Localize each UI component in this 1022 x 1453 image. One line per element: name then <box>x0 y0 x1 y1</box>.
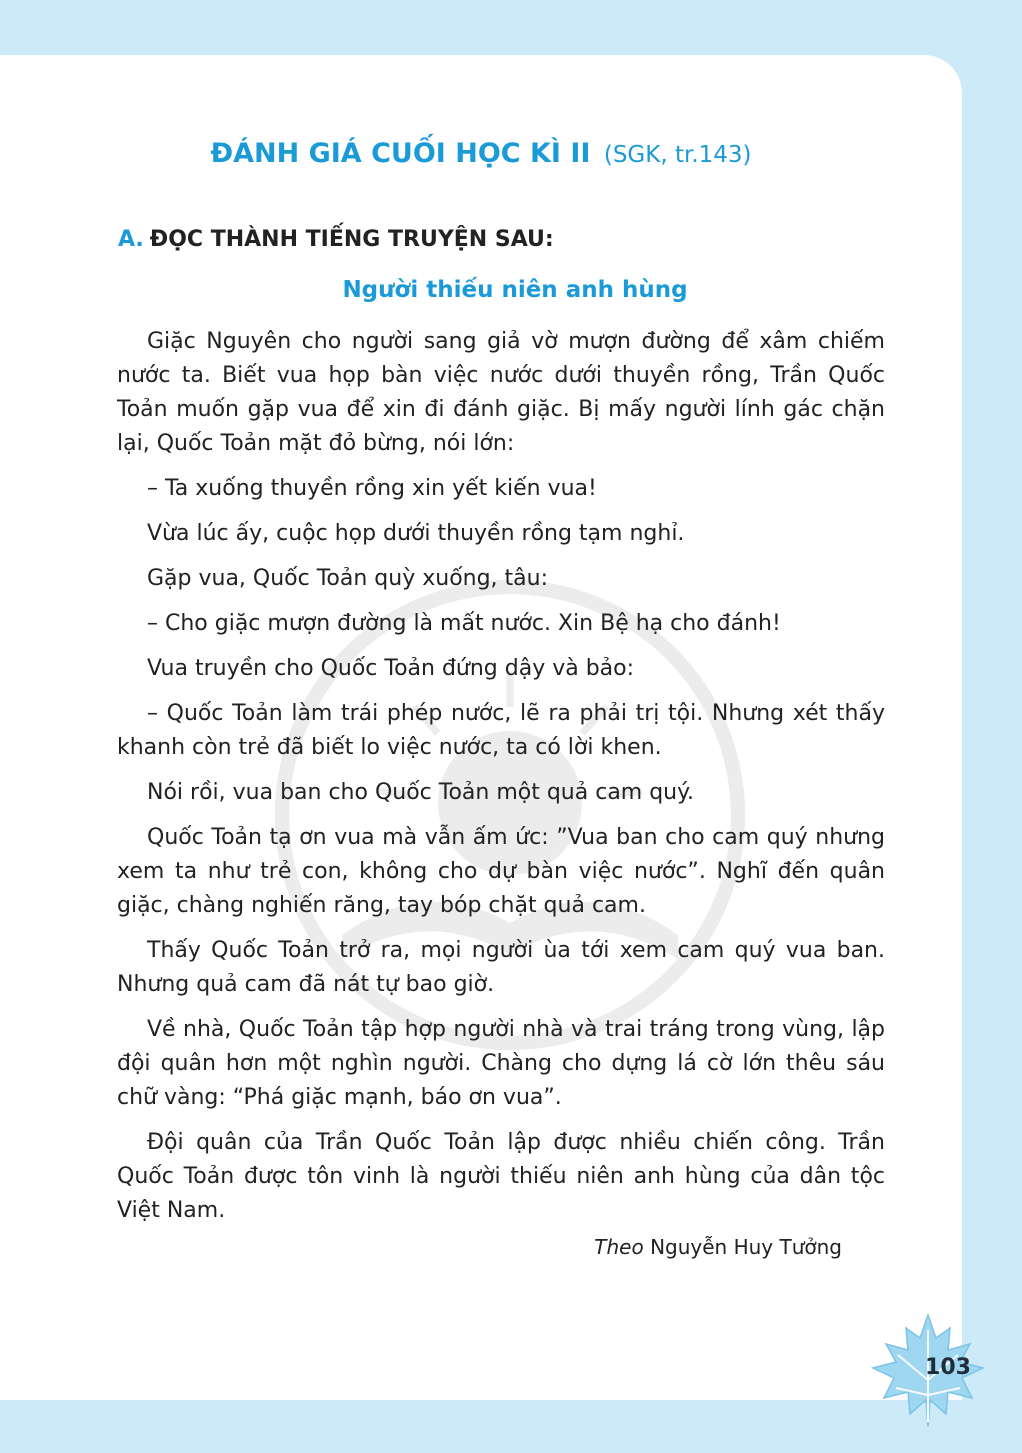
section-letter: A. <box>118 227 144 252</box>
story-paragraph: Nói rồi, vua ban cho Quốc Toản một quả cam quý. <box>147 780 695 805</box>
story-paragraph: Vừa lúc ấy, cuộc họp dưới thuyền rồng tạm nghỉ. <box>147 521 685 546</box>
page <box>0 55 962 1400</box>
story-paragraph: Thấy Quốc Toản trở ra, mọi người ùa tới xem cam quý vua ban. Nhưng quả cam đã nát tự bao giờ. <box>117 938 885 997</box>
story-title: Người thiếu niên anh hùng <box>342 277 688 303</box>
story-paragraph: – Quốc Toản làm trái phép nước, lẽ ra phải trị tội. Nhưng xét thấy khanh còn trẻ đã biết lo việc nước, ta có lời khen. <box>117 701 885 760</box>
page-title <box>0 138 962 169</box>
story-paragraph: Giặc Nguyên cho người sang giả vờ mượn đường để xâm chiếm nước ta. Biết vua họp bàn việc nước dưới thuyền rồng, Trần Quốc Toản muốn gặp vua để xin đi đánh giặc. Bị mấy người lính gác chặn lại, Quốc Toản mặt đỏ bừng, nói lớn: <box>117 329 885 456</box>
section-heading-text: ĐỌC THÀNH TIẾNG TRUYỆN SAU: <box>149 227 554 252</box>
story-paragraph: Gặp vua, Quốc Toản quỳ xuống, tâu: <box>147 566 549 591</box>
story-paragraph: – Ta xuống thuyền rồng xin yết kiến vua! <box>147 476 597 501</box>
story-paragraph: Về nhà, Quốc Toản tập hợp người nhà và trai tráng trong vùng, lập đội quân hơn một nghìn người. Chàng cho dựng lá cờ lớn thêu sáu chữ vàng: “Phá giặc mạnh, báo ơn vua”. <box>117 1017 885 1110</box>
story-paragraph: – Cho giặc mượn đường là mất nước. Xin Bệ hạ cho đánh! <box>147 611 781 636</box>
story-paragraph: Quốc Toản tạ ơn vua mà vẫn ấm ức: ”Vua ban cho cam quý nhưng xem ta như trẻ con, không cho dự bàn việc nước”. Nghĩ đến quân giặc, chàng nghiến răng, tay bóp chặt quả cam. <box>117 825 885 918</box>
title-main: ĐÁNH GIÁ CUỐI HỌC KÌ II <box>210 138 591 169</box>
page-number: 103 <box>925 1355 971 1380</box>
title-reference: (SGK, tr.143) <box>603 142 752 168</box>
story-source <box>594 1235 842 1259</box>
story-paragraph: Đội quân của Trần Quốc Toản lập được nhiều chiến công. Trần Quốc Toản được tôn vinh là người thiếu niên anh hùng của dân tộc Việt Nam. <box>117 1130 885 1223</box>
story-paragraph: Vua truyền cho Quốc Toản đứng dậy và bảo: <box>147 656 635 681</box>
story-body <box>117 325 885 1239</box>
source-prefix: Theo <box>594 1235 644 1259</box>
source-author: Nguyễn Huy Tưởng <box>650 1235 842 1259</box>
section-heading <box>118 227 554 252</box>
